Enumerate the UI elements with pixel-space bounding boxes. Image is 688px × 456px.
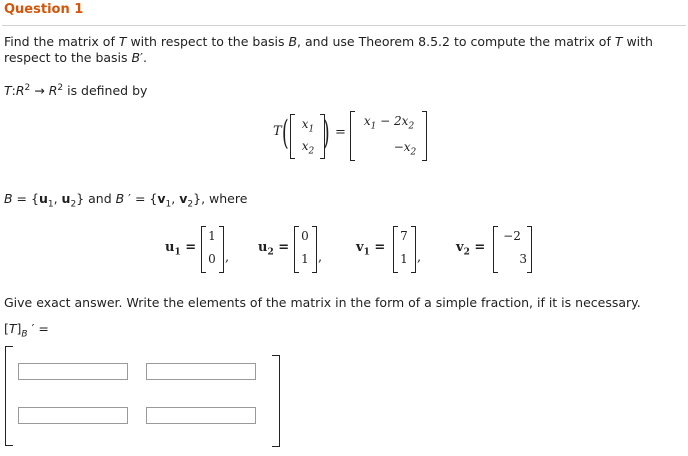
bracket-left bbox=[5, 346, 13, 446]
entry-row2: $-x_2$ bbox=[393, 140, 417, 158]
answer-input-r1c1[interactable] bbox=[18, 363, 128, 380]
subscript: 2 bbox=[70, 199, 77, 210]
period: . bbox=[142, 50, 147, 65]
bracket-left bbox=[350, 111, 355, 161]
subscript: 1 bbox=[165, 199, 172, 210]
text: , where bbox=[201, 191, 248, 206]
transformation-definition bbox=[4, 80, 147, 99]
symbol-u1: u bbox=[38, 191, 48, 206]
answer-input-r1c2[interactable] bbox=[146, 363, 256, 380]
entry-x1: $x_1$ bbox=[301, 117, 315, 135]
bracket-right bbox=[411, 226, 416, 273]
vector-entry: −2 bbox=[503, 229, 521, 243]
symbol-R: R bbox=[15, 83, 25, 99]
exponent: 2 bbox=[24, 83, 31, 93]
symbol-B: B bbox=[288, 34, 298, 49]
vector-label-v1: $v_1$ = bbox=[356, 240, 386, 258]
text: } bbox=[193, 191, 202, 206]
vector-entry: 7 bbox=[400, 229, 408, 243]
subscript: 2 bbox=[187, 199, 194, 210]
subscript: 1 bbox=[47, 199, 54, 210]
symbol-B-prime: B bbox=[131, 50, 141, 65]
prompt-text: Find the matrix of bbox=[4, 34, 119, 49]
answer-label: $[T]_B$ ′ = bbox=[4, 321, 49, 340]
vector-label-u2: $u_2$ = bbox=[258, 240, 290, 258]
prompt-text: is defined by bbox=[63, 83, 148, 99]
bracket-left bbox=[290, 114, 295, 159]
vector-entry: 1 bbox=[208, 229, 216, 243]
bracket-right bbox=[527, 226, 532, 273]
text: = { bbox=[131, 191, 158, 206]
symbol-u2: u bbox=[61, 191, 71, 206]
text: = { bbox=[12, 191, 39, 206]
vector-entry: 0 bbox=[208, 252, 216, 266]
open-paren: ( bbox=[282, 113, 289, 153]
bracket-right bbox=[312, 226, 317, 273]
symbol-T: T bbox=[614, 34, 623, 49]
text: , bbox=[171, 191, 180, 206]
instructions: Give exact answer. Write the elements of the matrix in the form of a simple fraction, if it is necessary. bbox=[4, 295, 641, 310]
prompt-text: with respect to the basis bbox=[126, 34, 289, 49]
symbol-T: T bbox=[273, 124, 282, 139]
entry-x2: $x_2$ bbox=[301, 139, 315, 157]
symbol-B: B bbox=[4, 191, 13, 206]
vector-entry: 1 bbox=[301, 252, 309, 266]
question-title: Question 1 bbox=[4, 2, 84, 17]
entry-row1: $x_1 - 2x_2$ bbox=[363, 114, 415, 132]
vector-label-v2: $v_2$ = bbox=[456, 240, 486, 258]
prompt-text: , and use Theorem 8.5.2 to compute the matrix of bbox=[297, 34, 615, 49]
bracket-right bbox=[219, 226, 224, 273]
equals-sign: = bbox=[335, 125, 346, 140]
comma: , bbox=[318, 250, 323, 265]
answer-input-r2c1[interactable] bbox=[18, 407, 128, 424]
divider bbox=[2, 25, 686, 26]
text: } bbox=[76, 191, 85, 206]
symbol-v1: v bbox=[157, 191, 166, 206]
prompt-text: respect to the basis bbox=[4, 50, 132, 65]
colon: : bbox=[11, 83, 16, 99]
vector-entry: 1 bbox=[400, 252, 408, 266]
symbol-v2: v bbox=[179, 191, 188, 206]
comma: , bbox=[417, 250, 422, 265]
bracket-right bbox=[272, 355, 280, 447]
symbol-B-prime: B bbox=[115, 191, 125, 206]
bracket-right bbox=[422, 111, 427, 161]
answer-input-r2c2[interactable] bbox=[146, 407, 256, 424]
symbol-R: R bbox=[48, 83, 58, 99]
prime-mark: ′ bbox=[140, 50, 143, 65]
text: and bbox=[84, 191, 116, 206]
prime-mark: ′ bbox=[124, 191, 131, 206]
text: , bbox=[53, 191, 62, 206]
comma: , bbox=[225, 250, 230, 265]
vector-entry: 0 bbox=[301, 229, 309, 243]
vector-entry: 3 bbox=[519, 252, 527, 266]
vector-label-u1: $u_1$ = bbox=[165, 240, 197, 258]
prompt-text: with bbox=[622, 34, 653, 49]
exponent: 2 bbox=[57, 83, 64, 93]
symbol-T: T bbox=[118, 34, 127, 49]
bases-definition bbox=[4, 191, 247, 213]
arrow-icon: → bbox=[30, 83, 49, 99]
symbol-T: T bbox=[4, 83, 12, 99]
close-paren: ) bbox=[323, 113, 330, 153]
question-prompt bbox=[4, 34, 684, 66]
